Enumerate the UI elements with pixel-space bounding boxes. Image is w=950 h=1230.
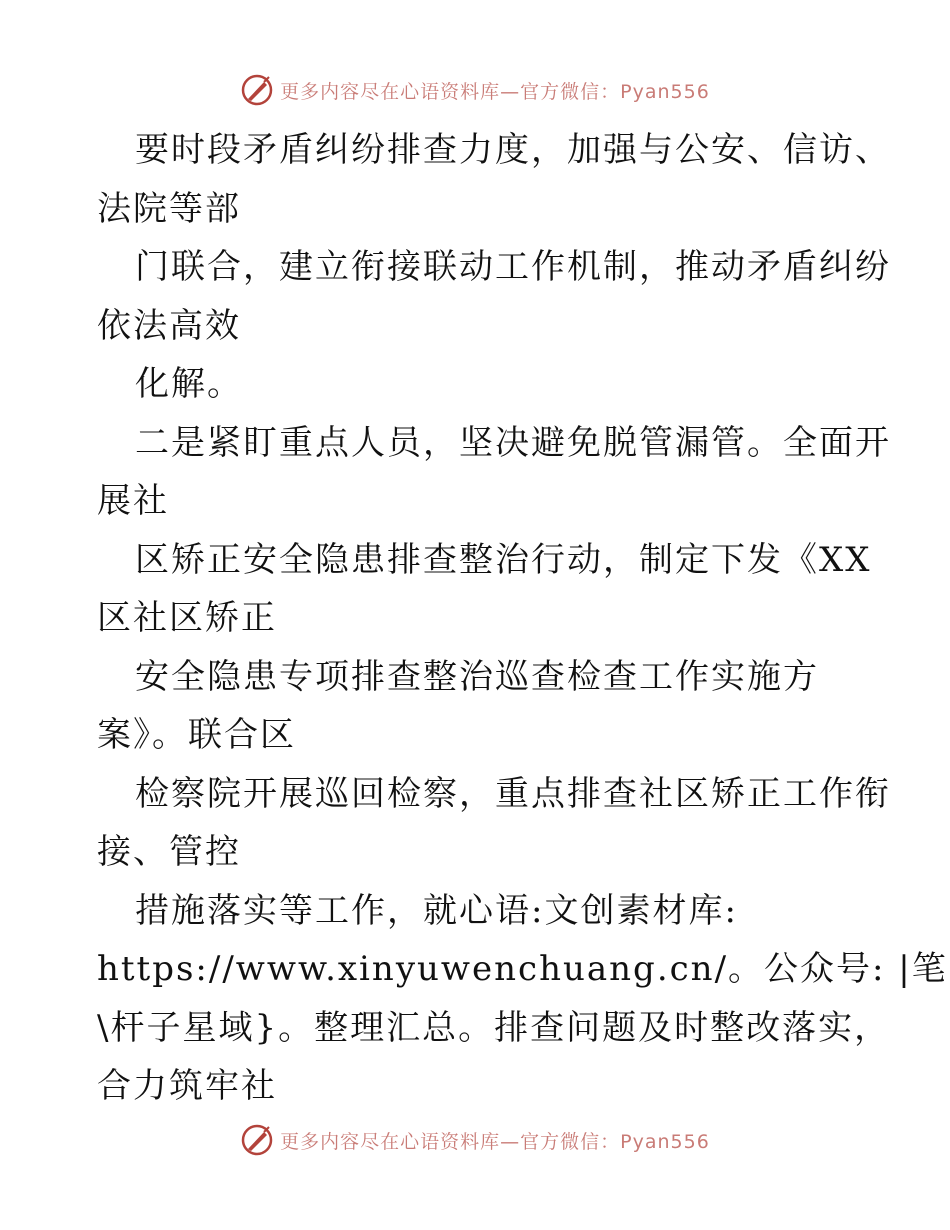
text-line: 区社区矫正 [97,598,277,638]
quill-pen-logo-icon [240,73,274,107]
text-line: 合力筑牢社 [97,1066,277,1106]
text-line: 门联合，建立衔接联动工作机制，推动矛盾纠纷 [135,247,891,287]
text-line: 要时段矛盾纠纷排查力度，加强与公安、信访、 [135,130,891,170]
text-line: 案》。联合区 [97,715,296,755]
quill-pen-logo-icon [240,1123,274,1157]
text-line: 展社 [97,481,169,521]
text-line: 措施落实等工作，就心语:文创素材库: [135,890,738,931]
text-line: 接、管控 [97,832,241,872]
text-line: https://www.xinyuwenchuang.cn/。公众号: |笔 [97,949,948,989]
text-line: 安全隐患专项排查整治巡查检查工作实施方 [135,656,819,697]
text-line: 检察院开展巡回检察，重点排查社区矫正工作衔 [135,773,891,814]
document-body [97,121,948,1116]
text-line: \杆子星域}。整理汇总。排查问题及时整改落实， [97,1007,891,1048]
text-line: 法院等部 [97,188,241,229]
text-line: 化解。 [135,364,243,404]
footer-watermark [0,1120,950,1160]
text-line: 区矫正安全隐患排查整治行动，制定下发《XX [135,539,872,580]
watermark-text: 更多内容尽在心语资料库—官方微信：Pyan556 [280,80,710,103]
watermark-text: 更多内容尽在心语资料库—官方微信：Pyan556 [280,1130,710,1153]
header-watermark [0,70,950,110]
text-line: 二是紧盯重点人员，坚决避免脱管漏管。全面开 [135,422,891,463]
text-line: 依法高效 [97,305,241,346]
